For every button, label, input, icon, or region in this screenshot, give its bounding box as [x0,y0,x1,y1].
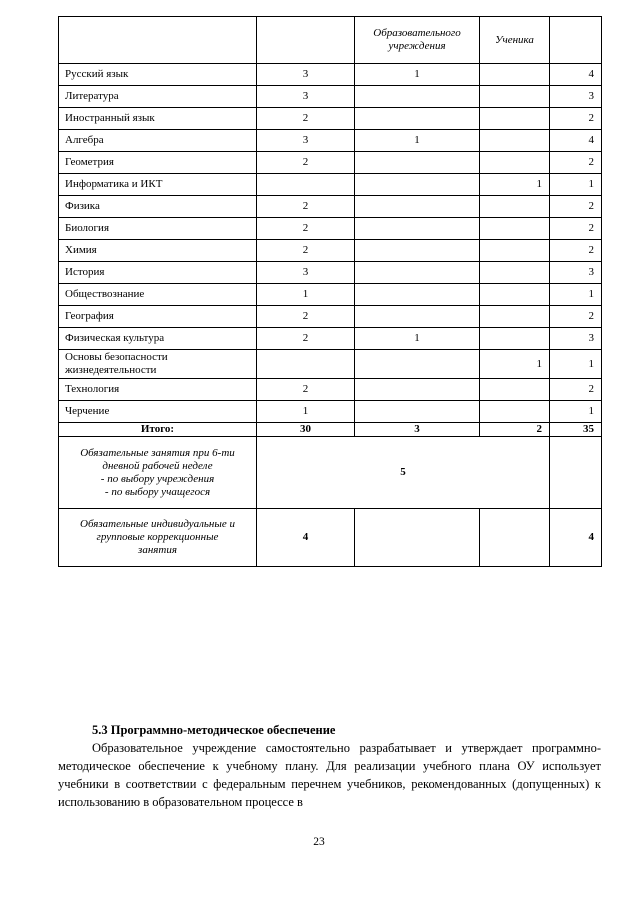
base-hours-cell: 3 [257,86,355,108]
student-hours-cell [480,379,550,401]
base-hours-cell [257,174,355,196]
student-hours-cell [480,401,550,423]
subject-cell: Основы безопасности жизнедеятельности [59,350,257,379]
student-hours-cell [480,86,550,108]
total-base-cell: 30 [257,423,355,437]
correction-row [59,509,602,567]
mandatory-total-cell [550,437,602,509]
subject-cell: Русский язык [59,64,257,86]
table-row [59,86,602,108]
table-row [59,401,602,423]
subject-cell: География [59,306,257,328]
total-hours-cell: 2 [550,218,602,240]
base-hours-cell: 2 [257,306,355,328]
total-sum-cell: 35 [550,423,602,437]
base-hours-cell: 2 [257,108,355,130]
student-hours-cell [480,152,550,174]
base-hours-cell: 2 [257,379,355,401]
subject-cell: Черчение [59,401,257,423]
header-institution-cell: Образовательного учреждения [355,17,480,64]
mandatory-row [59,437,602,509]
base-hours-cell: 1 [257,401,355,423]
institution-hours-cell: 1 [355,64,480,86]
total-label-cell: Итого: [59,423,257,437]
mandatory-label-line: дневной рабочей неделе [102,459,213,472]
table-row [59,196,602,218]
subject-cell: История [59,262,257,284]
table-row [59,379,602,401]
total-hours-cell: 2 [550,196,602,218]
table-row [59,174,602,196]
base-hours-cell: 1 [257,284,355,306]
mandatory-value-cell: 5 [257,437,550,509]
base-hours-cell: 2 [257,328,355,350]
institution-hours-cell: 1 [355,328,480,350]
base-hours-cell: 2 [257,152,355,174]
student-hours-cell [480,108,550,130]
table-header-row [59,17,602,64]
total-institution-cell: 3 [355,423,480,437]
table-row [59,108,602,130]
table-row [59,350,602,379]
header-base-cell [257,17,355,64]
correction-label-line: Обязательные индивидуальные и [80,518,235,530]
table-row [59,328,602,350]
total-hours-cell: 2 [550,108,602,130]
subject-cell: Алгебра [59,130,257,152]
mandatory-label-line: - по выбору учреждения [100,472,215,485]
institution-hours-cell [355,284,480,306]
table-row [59,262,602,284]
mandatory-label-line: - по выбору учащегося [104,485,211,498]
institution-hours-cell [355,152,480,174]
student-hours-cell [480,262,550,284]
total-row [59,423,602,437]
total-student-cell: 2 [480,423,550,437]
table-row [59,284,602,306]
subject-cell: Литература [59,86,257,108]
student-hours-cell: 1 [480,350,550,379]
table-row [59,130,602,152]
subject-cell: Физическая культура [59,328,257,350]
mandatory-label-cell [59,437,257,509]
institution-hours-cell [355,350,480,379]
table-row [59,218,602,240]
total-hours-cell: 3 [550,262,602,284]
correction-base-cell: 4 [257,509,355,567]
institution-hours-cell [355,379,480,401]
institution-hours-cell [355,401,480,423]
header-subject-cell [59,17,257,64]
institution-hours-cell [355,218,480,240]
student-hours-cell [480,284,550,306]
student-hours-cell [480,218,550,240]
table-row [59,64,602,86]
student-hours-cell [480,130,550,152]
subject-cell: Иностранный язык [59,108,257,130]
header-total-cell [550,17,602,64]
subject-cell: Биология [59,218,257,240]
section-heading: 5.3 Программно-методическое обеспечение [92,723,336,737]
subject-cell: Геометрия [59,152,257,174]
institution-hours-cell [355,262,480,284]
student-hours-cell [480,240,550,262]
total-hours-cell: 1 [550,350,602,379]
total-hours-cell: 1 [550,401,602,423]
curriculum-table [58,16,602,567]
institution-hours-cell [355,108,480,130]
institution-hours-cell [355,174,480,196]
table-row [59,306,602,328]
total-hours-cell: 4 [550,64,602,86]
total-hours-cell: 3 [550,86,602,108]
base-hours-cell: 3 [257,64,355,86]
student-hours-cell: 1 [480,174,550,196]
total-hours-cell: 3 [550,328,602,350]
correction-student-cell [480,509,550,567]
base-hours-cell: 2 [257,240,355,262]
correction-label-line: занятия [138,544,177,556]
correction-label-line: групповые коррекционные [96,531,219,543]
subject-cell: Информатика и ИКТ [59,174,257,196]
student-hours-cell [480,196,550,218]
institution-hours-cell [355,196,480,218]
student-hours-cell [480,328,550,350]
total-hours-cell: 2 [550,240,602,262]
table-row [59,152,602,174]
institution-hours-cell: 1 [355,130,480,152]
table-row [59,240,602,262]
total-hours-cell: 1 [550,174,602,196]
total-hours-cell: 2 [550,152,602,174]
total-hours-cell: 2 [550,306,602,328]
correction-institution-cell [355,509,480,567]
correction-total-cell: 4 [550,509,602,567]
base-hours-cell: 2 [257,218,355,240]
mandatory-label-line: Обязательные занятия при 6-ти [80,446,235,459]
institution-hours-cell [355,86,480,108]
total-hours-cell: 2 [550,379,602,401]
base-hours-cell [257,350,355,379]
institution-hours-cell [355,306,480,328]
student-hours-cell [480,306,550,328]
correction-label-cell [59,509,257,567]
student-hours-cell [480,64,550,86]
base-hours-cell: 3 [257,262,355,284]
header-student-cell: Ученика [480,17,550,64]
institution-hours-cell [355,240,480,262]
base-hours-cell: 3 [257,130,355,152]
total-hours-cell: 1 [550,284,602,306]
base-hours-cell: 2 [257,196,355,218]
section-body: Образовательное учреждение самостоятельно разрабатывает и утверждает программно-методическое обеспечение к учебному плану. Для реализации учебного плана ОУ использует учебники в соответствии с федеральным перечнем учебников, рекомендованных (допущенных) к использованию в образовательном процессе в [58,741,601,809]
subject-cell: Технология [59,379,257,401]
subject-cell: Физика [59,196,257,218]
total-hours-cell: 4 [550,130,602,152]
subject-cell: Химия [59,240,257,262]
subject-cell: Обществознание [59,284,257,306]
page-number: 23 [313,836,325,848]
